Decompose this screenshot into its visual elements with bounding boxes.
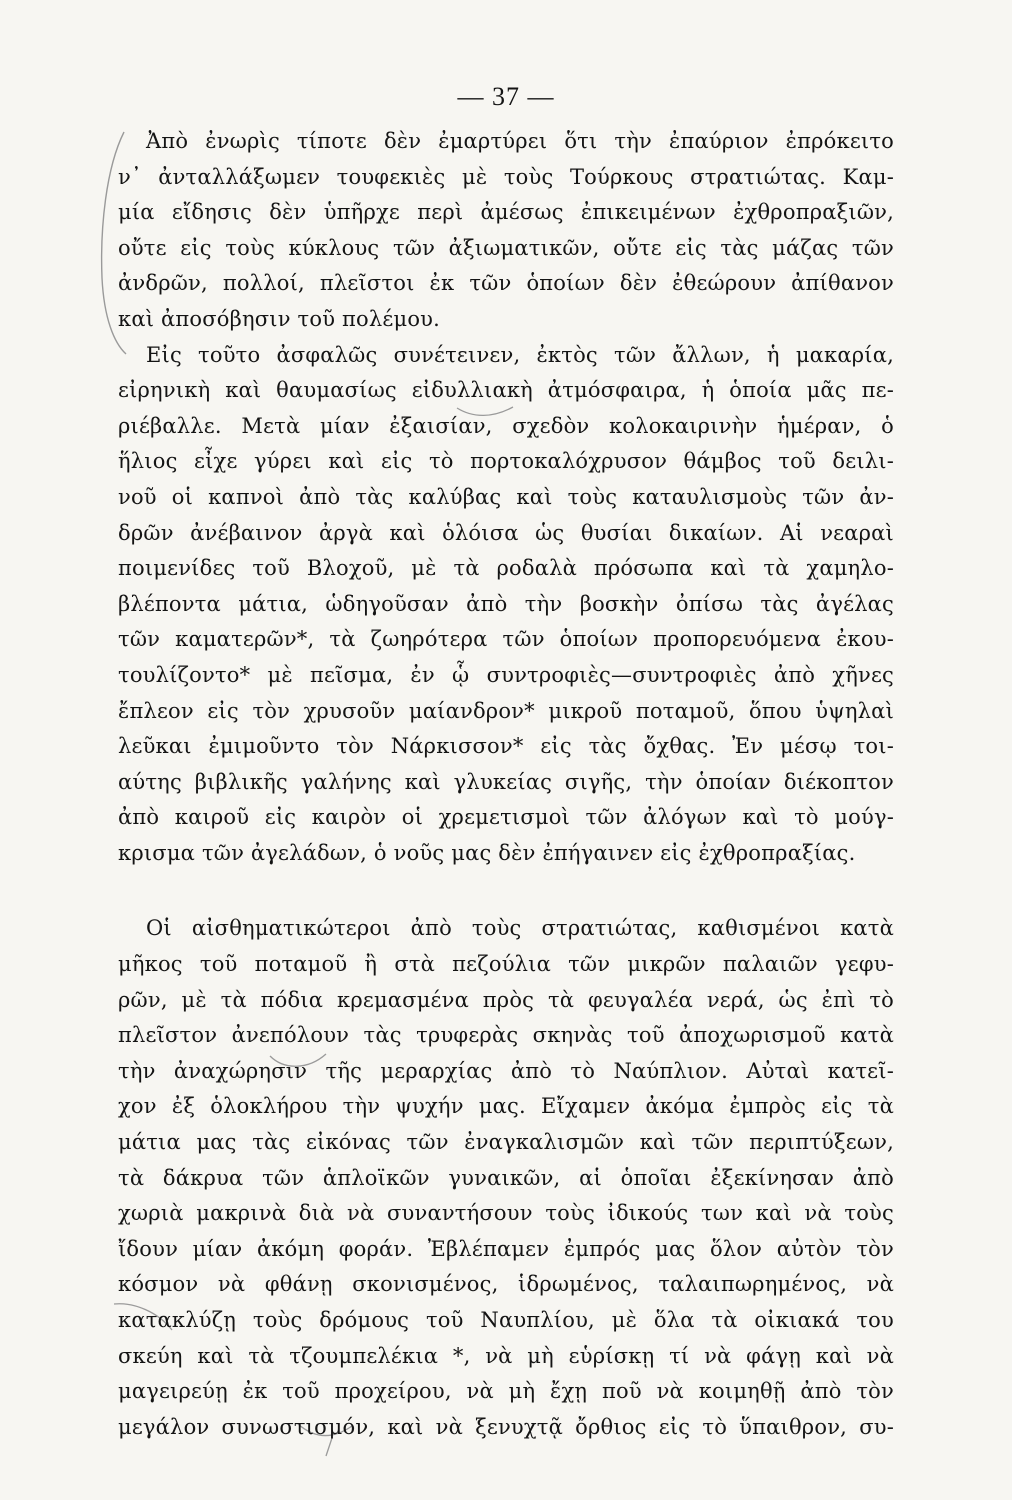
text-line: ν᾽ ἀνταλλάξωμεν τουφεκιὲς μὲ τοὺς Τούρκους στρατιώτας. Καμ-	[118, 164, 894, 189]
text-line: αύτης βιβλικῆς γαλήνης καὶ γλυκείας σιγῆς, τὴν ὁποίαν διέκοπτον	[118, 769, 894, 794]
text-line: ριέβαλλε. Μετὰ μίαν ἐξαισίαν, σχεδὸν κολοκαιρινὴν ἡμέραν, ὁ	[118, 413, 894, 438]
text-line: λεῦκαι ἐμιμοῦντο τὸν Νάρκισσον* εἰς τὰς ὄχθας. Ἐν μέσῳ τοι-	[118, 734, 894, 759]
text-line: μαγειρεύῃ ἐκ τοῦ προχείρου, νὰ μὴ ἔχῃ ποῦ νὰ κοιμηθῇ ἀπὸ τὸν	[118, 1379, 894, 1404]
paragraph	[118, 911, 894, 1445]
text-line: χον ἐξ ὁλοκλήρου τὴν ψυχήν μας. Εἴχαμεν ἀκόμα ἐμπρὸς εἰς τὰ	[118, 1094, 894, 1119]
text-line: τὴν ἀναχώρησιν τῆς μεραρχίας ἀπὸ τὸ Ναύπλιον. Αὐταὶ κατεῖ-	[118, 1058, 894, 1083]
text-line: ἀπὸ καιροῦ εἰς καιρὸν οἱ χρεμετισμοὶ τῶν ἀλόγων καὶ τὸ μούγ-	[118, 805, 894, 830]
text-line: μεγάλον συνωστισμόν, καὶ νὰ ξενυχτᾷ ὄρθιος εἰς τὸ ὕπαιθρον, συ-	[118, 1414, 894, 1439]
text-line: οὔτε εἰς τοὺς κύκλους τῶν ἀξιωματικῶν, οὔτε εἰς τὰς μάζας τῶν	[118, 235, 894, 260]
body-text	[118, 124, 894, 1445]
paragraph	[118, 124, 894, 338]
text-line: Εἰς τοῦτο ἀσφαλῶς συνέτεινεν, ἐκτὸς τῶν ἄλλων, ἡ μακαρία,	[146, 342, 894, 367]
text-line: χωριὰ μακρινὰ διὰ νὰ συναντήσουν τοὺς ἰδικούς των καὶ νὰ τοὺς	[118, 1201, 894, 1226]
text-line: ρῶν, μὲ τὰ πόδια κρεμασμένα πρὸς τὰ φευγαλέα νερά, ὡς ἐπὶ τὸ	[118, 987, 894, 1012]
text-line: εἰρηνικὴ καὶ θαυμασίως εἰδυλλιακὴ ἀτμόσφαιρα, ἡ ὁποία μᾶς πε-	[118, 378, 894, 403]
text-line: πλεῖστον ἀνεπόλουν τὰς τρυφερὰς σκηνὰς τοῦ ἀποχωρισμοῦ κατὰ	[118, 1023, 894, 1048]
text-line: κόσμον νὰ φθάνῃ σκονισμένος, ἱδρωμένος, ταλαιπωρημένος, νὰ	[118, 1272, 894, 1297]
text-line: βλέποντα μάτια, ὡδηγοῦσαν ἀπὸ τὴν βοσκὴν ὀπίσω τὰς ἀγέλας	[118, 591, 894, 616]
page-number: — 37 —	[457, 82, 555, 111]
text-line: τουλίζοντο* μὲ πεῖσμα, ἐν ᾧ συντροφιὲς—συντροφιὲς ἀπὸ χῆνες	[118, 662, 894, 687]
paragraph	[118, 338, 894, 872]
text-line: τῶν καματερῶν*, τὰ ζωηρότερα τῶν ὁποίων προπορευόμενα ἐκου-	[118, 627, 894, 652]
text-line: ἥλιος εἶχε γύρει καὶ εἰς τὸ πορτοκαλόχρυσον θάμβος τοῦ δειλι-	[118, 449, 894, 474]
text-line: μάτια μας τὰς εἰκόνας τῶν ἐναγκαλισμῶν καὶ τῶν περιπτύξεων,	[118, 1130, 894, 1155]
text-line: νοῦ οἱ καπνοὶ ἀπὸ τὰς καλύβας καὶ τοὺς καταυλισμοὺς τῶν ἀν-	[118, 484, 894, 509]
paragraph-gap	[118, 871, 894, 911]
text-line: ἀνδρῶν, πολλοί, πλεῖστοι ἐκ τῶν ὁποίων δὲν ἐθεώρουν ἀπίθανον	[118, 271, 894, 296]
text-line: σκεύη καὶ τὰ τζουμπελέκια *, νὰ μὴ εὑρίσκῃ τί νὰ φάγῃ καὶ νὰ	[118, 1343, 894, 1368]
text-line: τὰ δάκρυα τῶν ἁπλοϊκῶν γυναικῶν, αἱ ὁποῖαι ἐξεκίνησαν ἀπὸ	[118, 1165, 894, 1190]
text-line: μῆκος τοῦ ποταμοῦ ἢ στὰ πεζούλια τῶν μικρῶν παλαιῶν γεφυ-	[118, 952, 894, 977]
text-line: Ἀπὸ ἐνωρὶς τίποτε δὲν ἐμαρτύρει ὅτι τὴν ἐπαύριον ἐπρόκειτο	[146, 129, 894, 153]
text-line: δρῶν ἀνέβαινον ἀργὰ καὶ ὁλόισα ὡς θυσίαι δικαίων. Αἱ νεαραὶ	[118, 520, 894, 545]
text-line: ποιμενίδες τοῦ Βλοχοῦ, μὲ τὰ ροδαλὰ πρόσωπα καὶ τὰ χαμηλο-	[118, 556, 894, 581]
text-line: ἴδουν μίαν ἀκόμη φοράν. Ἐβλέπαμεν ἐμπρός μας ὅλον αὐτὸν τὸν	[118, 1236, 894, 1261]
text-line: μία εἴδησις δὲν ὑπῆρχε περὶ ἀμέσως ἐπικειμένων ἐχθροπραξιῶν,	[118, 200, 894, 225]
text-line: καὶ ἀποσόβησιν τοῦ πολέμου.	[118, 306, 441, 331]
text-line: κρισμα τῶν ἀγελάδων, ὁ νοῦς μας δὲν ἐπήγαινεν εἰς ἐχθροπραξίας.	[118, 840, 856, 865]
text-line: Οἱ αἰσθηματικώτεροι ἀπὸ τοὺς στρατιώτας, καθισμένοι κατὰ	[146, 916, 894, 941]
text-line: κατακλύζῃ τοὺς δρόμους τοῦ Ναυπλίου, μὲ ὅλα τὰ οἰκιακά του	[118, 1308, 894, 1332]
text-line: ἔπλεον εἰς τὸν χρυσοῦν μαίανδρον* μικροῦ ποταμοῦ, ὅπου ὑψηλαὶ	[118, 698, 894, 723]
